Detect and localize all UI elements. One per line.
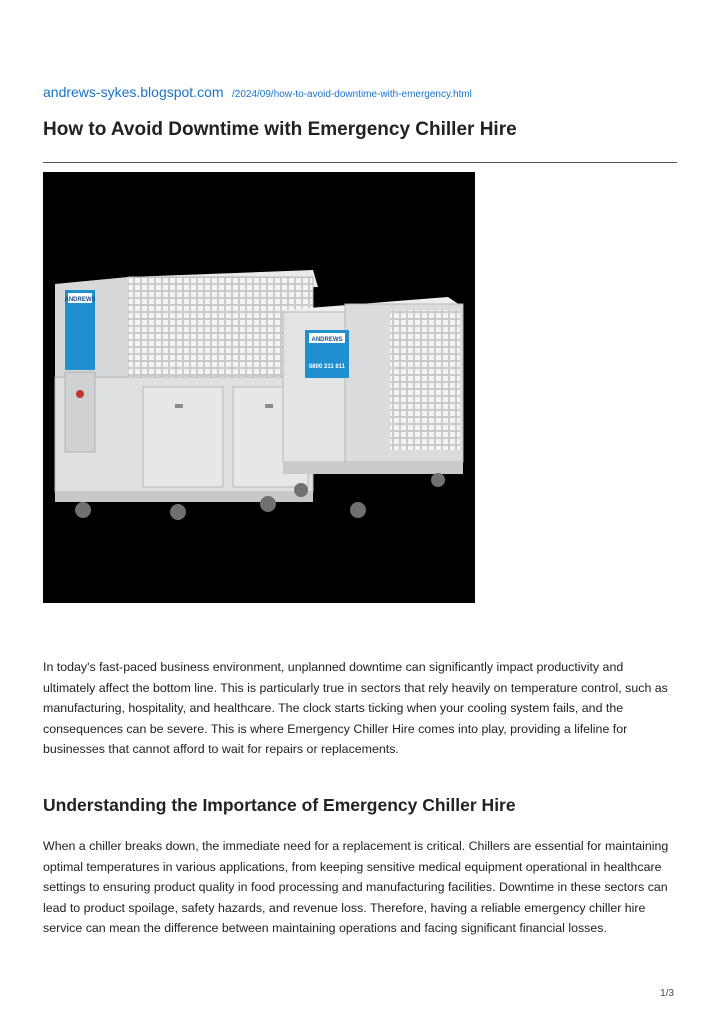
large-unit-brand-label: ANDREWS — [64, 297, 96, 303]
page-indicator: 1/3 — [660, 988, 674, 999]
section-heading: Understanding the Importance of Emergency Chiller Hire — [43, 795, 516, 815]
small-unit-brand-label: ANDREWS — [311, 337, 343, 343]
large-chiller-unit — [55, 270, 318, 520]
chiller-units-photo — [43, 172, 475, 603]
url-path-link[interactable]: /2024/09/how-to-avoid-downtime-with-emergency.html — [231, 89, 472, 100]
section-paragraph: When a chiller breaks down, the immediate need for a replacement is critical. Chillers are essential for maintaining optimal temperatures in various applications, from keeping sensitive medical equipment operational in healthcare settings to ensuring product quality in food processing and manufacturing facilities. Downtime in these sectors can lead to product spoilage, safety hazards, and revenue loss. Therefore, having a reliable emergency chiller hire service can mean the difference between maintaining operations and facing significant financial losses. — [43, 839, 669, 936]
intro-paragraph: In today's fast-paced business environment, unplanned downtime can significantly impact productivity and ultimately affect the bottom line. This is particularly true in sectors that rely heavily on temperature control, such as manufacturing, hospitality, and healthcare. The clock starts ticking when your cooling system fails, and the consequences can be severe. This is where Emergency Chiller Hire comes into play, providing a lifeline for businesses that cannot afford to wait for repairs or replacements. — [43, 660, 668, 757]
source-url[interactable] — [43, 84, 472, 102]
url-domain-link[interactable]: andrews-sykes.blogspot.com — [43, 84, 224, 100]
title-divider — [43, 162, 677, 163]
small-unit-phone: 0800 211 611 — [308, 364, 346, 370]
article-title: How to Avoid Downtime with Emergency Chiller Hire — [43, 119, 517, 140]
